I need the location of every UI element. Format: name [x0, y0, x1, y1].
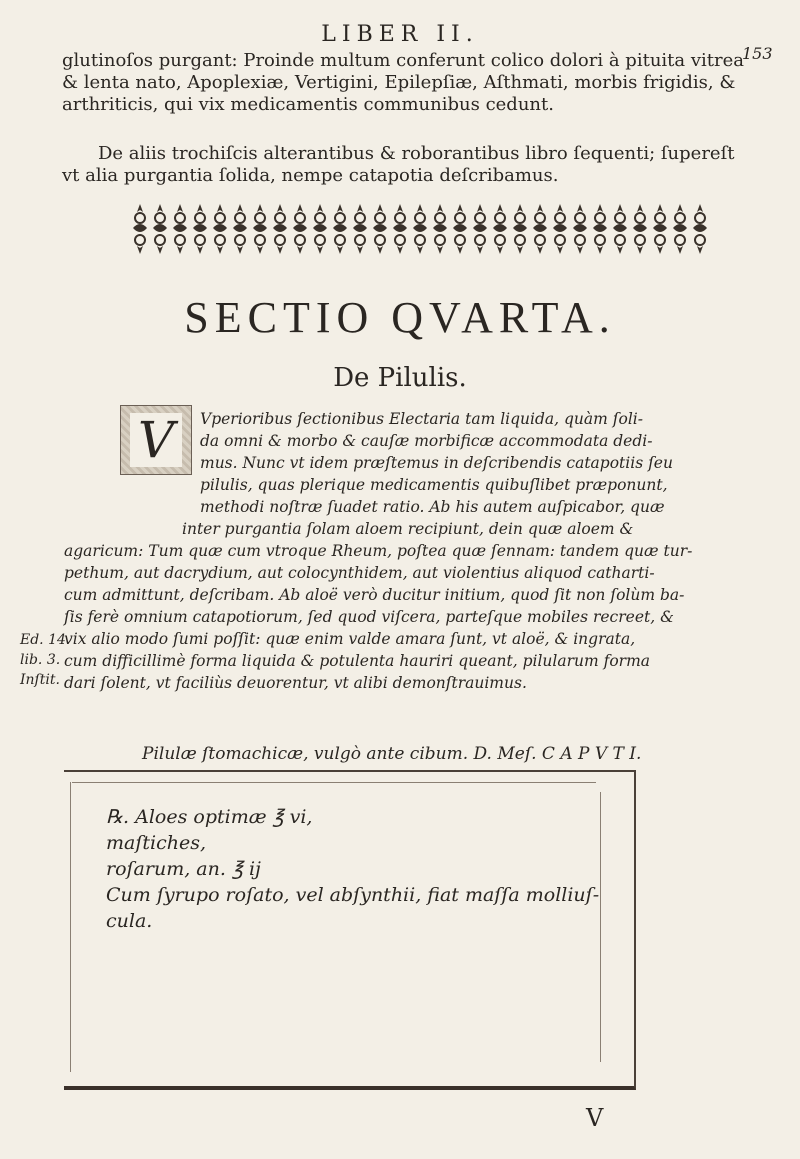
body-line: ſis ferè omnium catapotiorum, ſed quod viſcera, parteſque mobiles recreet, & — [64, 608, 674, 626]
margin-note-line: Inſtit. — [20, 672, 60, 688]
recipe-line: ℞. Aloes optimæ ℥ vi, — [106, 806, 313, 828]
body-line: da omni & morbo & cauſæ morbificæ accommodata dedi- — [200, 432, 653, 450]
recipe-line: maſtiches, — [106, 832, 207, 854]
decorated-initial — [120, 405, 192, 475]
recipe-box-rule — [72, 782, 596, 783]
body-line: Vperioribus ſectionibus Electaria tam liquida, quàm ſoli- — [200, 410, 643, 428]
body-line: pilulis, quas plerique medicamentis quibuſlibet præponunt, — [200, 476, 668, 494]
margin-note — [20, 630, 71, 690]
recipe-line: cula. — [106, 910, 153, 932]
paragraph-transition: De aliis trochiſcis alterantibus & roborantibus libro ſequenti; ſupereſt vt alia purgantia ſolida, nempe catapotia deſcribamus. — [62, 143, 735, 186]
body-line: cum difficillimè forma liquida & potulenta hauriri queant, pilularum forma — [64, 652, 651, 670]
body-line: mus. Nunc vt idem præſtemus in deſcribendis catapotiis ſeu — [200, 454, 673, 472]
section-title: SECTIO QVARTA. — [184, 293, 616, 342]
recipe-line: roſarum, an. ℥ ij — [106, 858, 261, 880]
body-line: methodi noſtræ ſuadet ratio. Ab his autem auſpicabor, quæ — [200, 498, 665, 516]
catchword: V — [586, 1104, 604, 1132]
recipe-box-rule — [70, 782, 71, 1072]
body-line: inter purgantia ſolam aloem recipiunt, dein quæ aloem & — [182, 520, 634, 538]
body-line: cum admittunt, deſcribam. Ab aloë verò ducitur initium, quod ſit non ſolùm ba- — [64, 586, 685, 604]
body-line: vix alio modo ſumi poſſit: quæ enim valde amara ſunt, vt aloë, & ingrata, — [64, 630, 636, 648]
recipe-heading: Pilulæ ſtomachicæ, vulgò ante cibum. D. Meſ. C A P V T I. — [142, 744, 642, 764]
page-number: 153 — [742, 44, 773, 63]
body-line: dari ſolent, vt faciliùs deuorentur, vt alibi demonſtrauimus. — [64, 674, 527, 692]
margin-note-line: lib. 3. — [20, 652, 61, 668]
body-line: agaricum: Tum quæ cum vtroque Rheum, poſtea quæ ſennam: tandem quæ tur- — [64, 542, 693, 560]
recipe-box — [64, 770, 636, 1090]
margin-note-line: Ed. 14. — [20, 632, 71, 648]
recipe-line: Cum ſyrupo roſato, vel abſynthii, fiat maſſa molliuſ- — [106, 884, 600, 906]
paragraph-continuation: glutinoſos purgant: Proinde multum conferunt colico dolori à pituita vitrea & lenta nato, Apoplexiæ, Vertigini, Epilepſiæ, Aſthmati, morbis frigidis, & arthriticis, qui vix medicamentis communibus cedunt. — [62, 50, 744, 115]
running-head: LIBER II. — [321, 22, 479, 47]
body-line: pethum, aut dacrydium, aut colocynthidem, aut violentius aliquod catharti- — [64, 564, 655, 582]
recipe-box-rule — [600, 792, 601, 1062]
initial-letter: V — [130, 413, 182, 467]
section-subtitle: De Pilulis. — [333, 363, 467, 393]
ornamental-border — [130, 200, 710, 258]
